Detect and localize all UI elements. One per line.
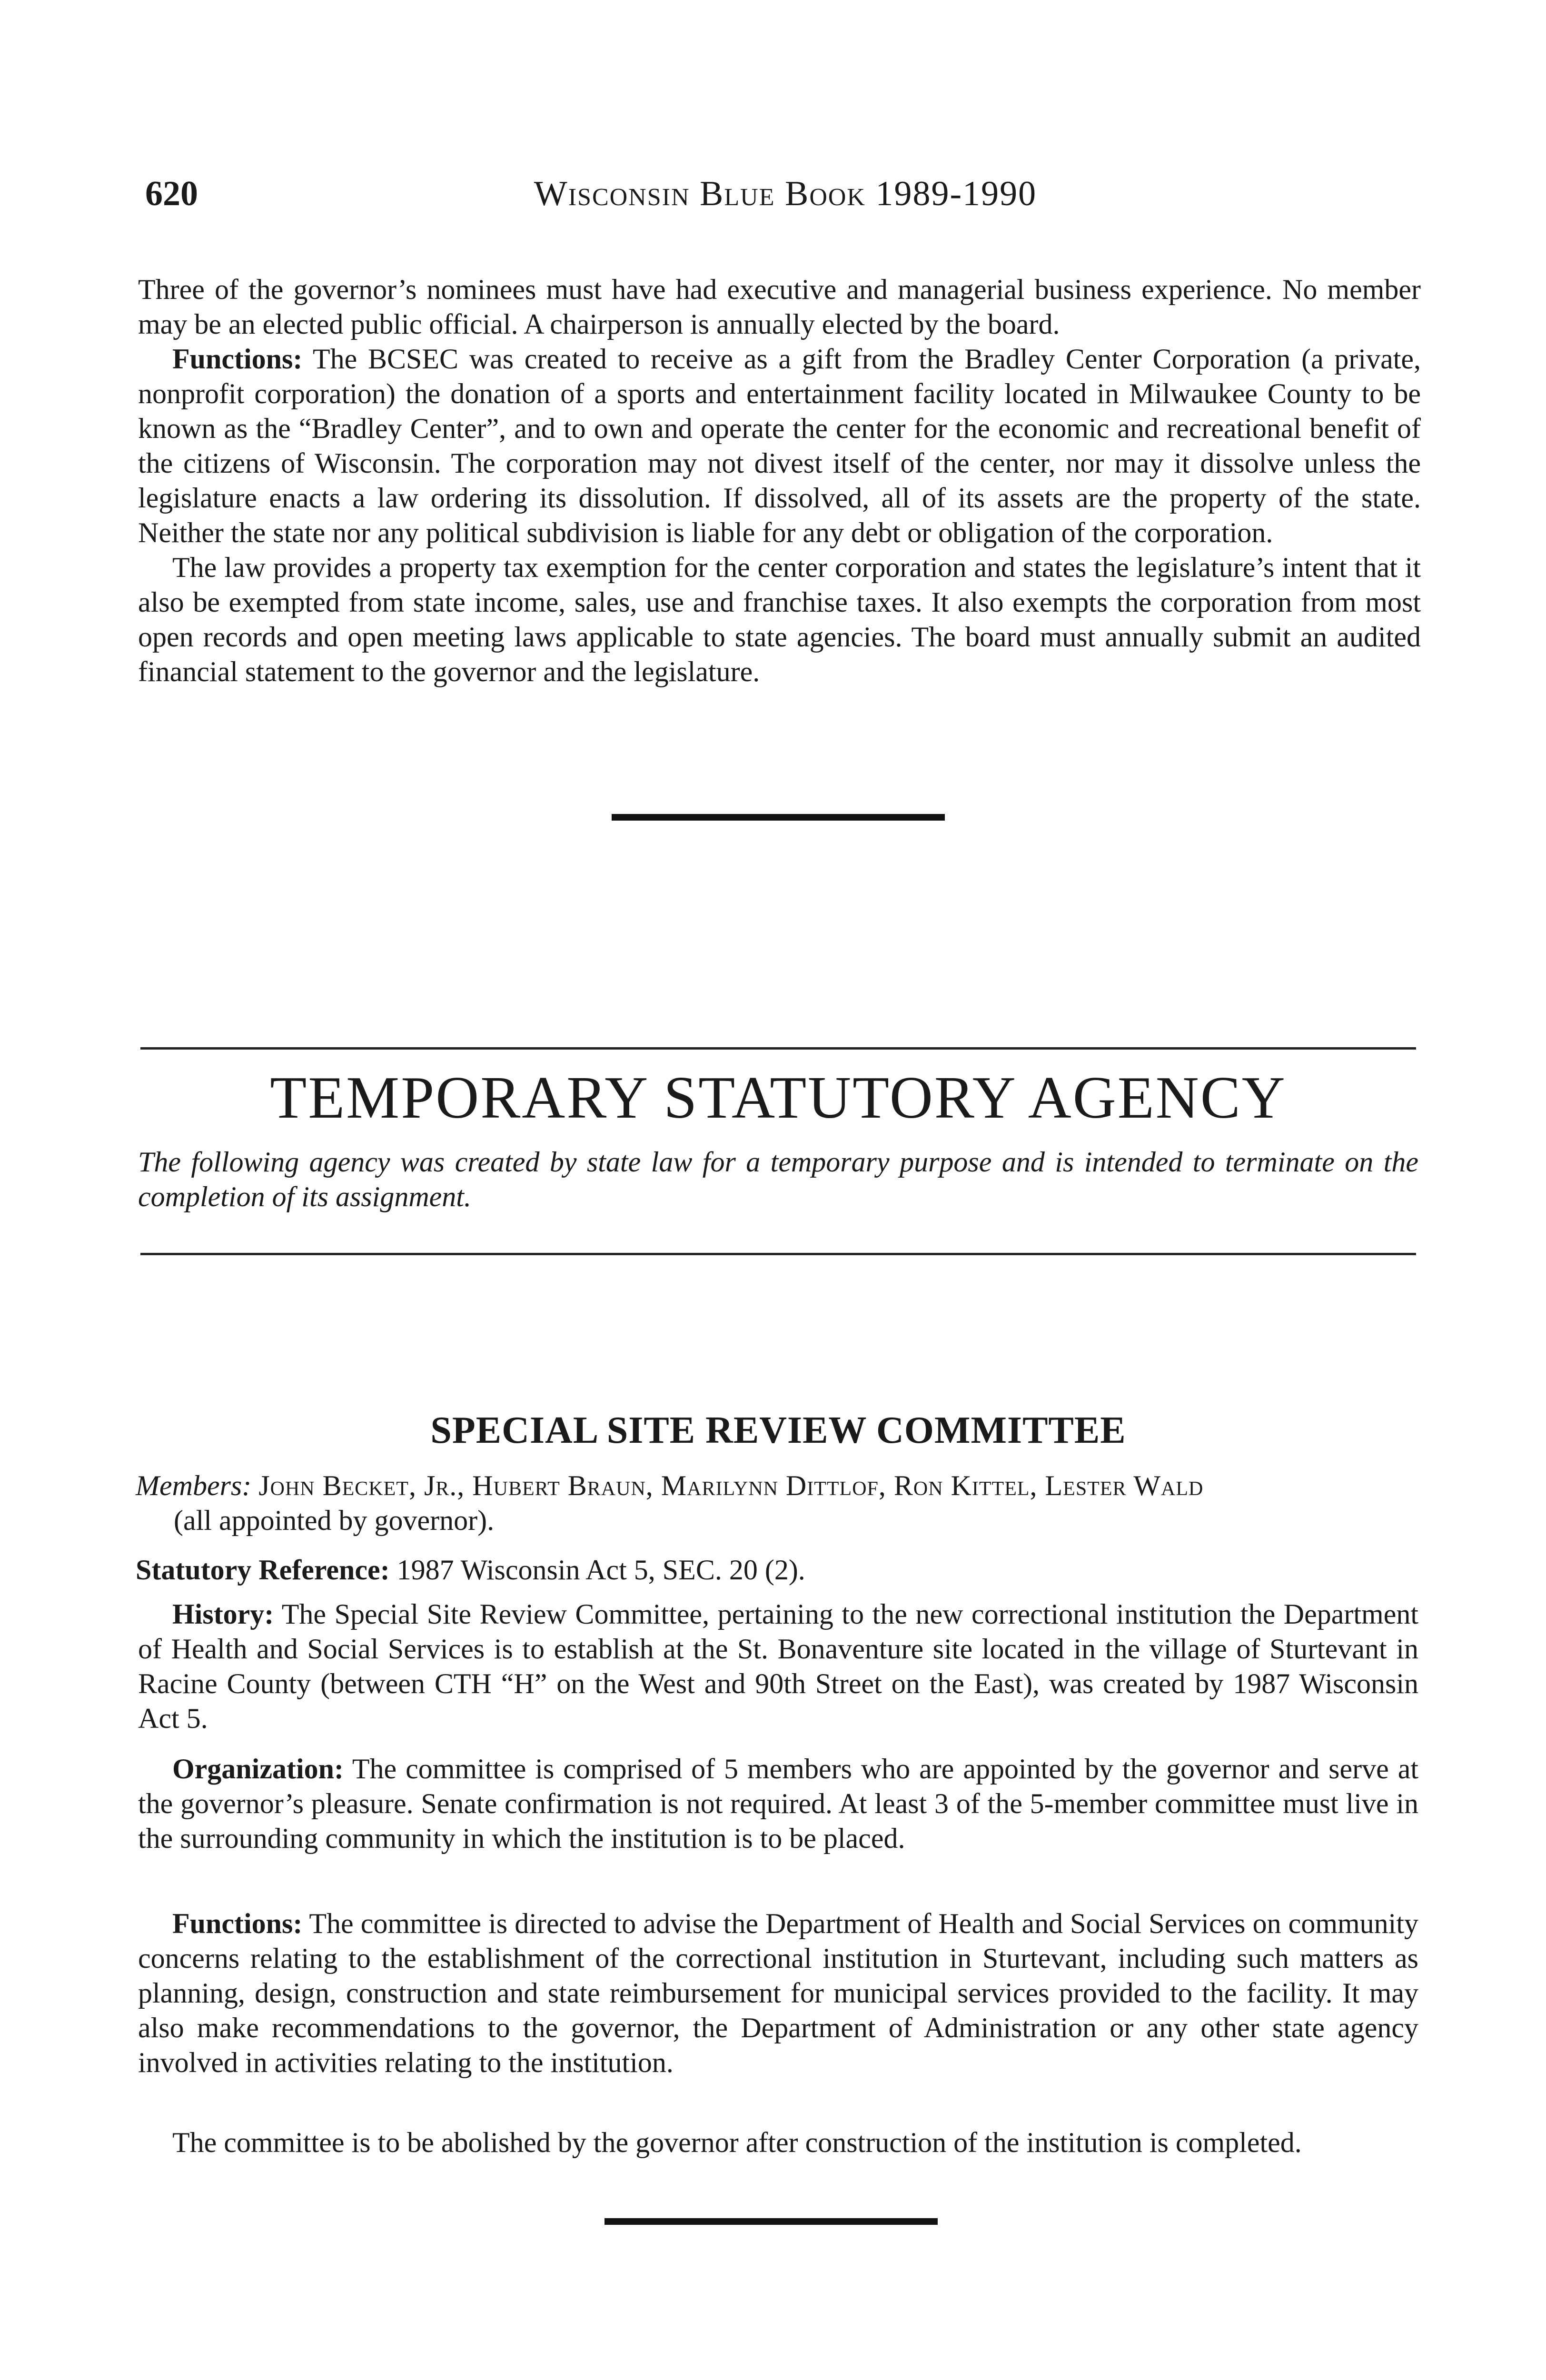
members-note: (all appointed by governor). [174, 1505, 495, 1536]
committee-members [136, 1468, 1421, 1538]
history-label: History: [172, 1598, 274, 1630]
members-label: Members: [136, 1470, 252, 1501]
document-end-rule [605, 2218, 938, 2225]
bcsec-functions-paragraph [138, 342, 1421, 550]
running-head: Wisconsin Blue Book 1989-1990 [534, 174, 1037, 213]
members-line [136, 1468, 1421, 1503]
statutory-reference [136, 1553, 1421, 1587]
organization-label: Organization: [172, 1753, 344, 1785]
committee-title: SPECIAL SITE REVIEW COMMITTEE [430, 1409, 1126, 1451]
page-header [145, 174, 1426, 217]
temporary-agency-title: TEMPORARY STATUTORY AGENCY [270, 1065, 1287, 1131]
page-number: 620 [145, 174, 198, 213]
temporary-agency-note: The following agency was created by state law for a temporary purpose and is intended to terminate on the completion of its assignment. [138, 1146, 1418, 1212]
closing-text: The committee is to be abolished by the governor after construction of the institution is completed. [172, 2127, 1302, 2158]
bcsec-section [138, 272, 1421, 689]
nominees-paragraph: Three of the governor’s nominees must have had executive and managerial business experience. No member may be an elected public official. A chairperson is annually elected by the board. [138, 274, 1421, 340]
agency-top-rule [140, 1047, 1416, 1050]
tax-exemption-paragraph: The law provides a property tax exemption for the center corporation and states the legislature’s intent that it also be exempted from state income, sales, use and franchise taxes. It also exempts the corporation from most open records and open meeting laws applicable to state agencies. The board must annually submit an audited financial statement to the governor and the legislature. [138, 552, 1421, 687]
organization-paragraph [138, 1752, 1418, 1856]
statutory-label: Statutory Reference: [136, 1554, 390, 1586]
agency-bottom-rule [140, 1253, 1416, 1255]
members-names: John Becket, Jr., Hubert Braun, Marilynn Dittlof, Ron Kittel, Lester Wald [258, 1470, 1204, 1501]
bcsec-functions-label: Functions: [172, 343, 303, 375]
section-end-rule [612, 814, 945, 821]
history-paragraph [138, 1597, 1418, 1736]
history-text: The Special Site Review Committee, pertaining to the new correctional institution the Department of Health and Social Services is to establish at the St. Bonaventure site located in the village of Sturtevant in Racine County (between CTH “H” on the West and 90th Street on the East), was created by 1987 Wisconsin Act 5. [138, 1598, 1418, 1734]
organization-text: The committee is comprised of 5 members who are appointed by the governor and serve at the governor’s pleasure. Senate confirmation is not required. At least 3 of the 5-member committee must live in the surrounding community in which the institution is to be placed. [138, 1753, 1419, 1854]
committee-functions-text: The committee is directed to advise the Department of Health and Social Services on community concerns relating to the establishment of the correctional institution in Sturtevant, including such matters as planning, design, construction and state reimbursement for municipal services provided to the facility. It may also make recommendations to the governor, the Department of Administration or any other state agency involved in activities relating to the institution. [138, 1908, 1418, 2078]
closing-paragraph [138, 2125, 1418, 2160]
committee-functions-label: Functions: [172, 1908, 303, 1939]
bcsec-functions-text: The BCSEC was created to receive as a gift from the Bradley Center Corporation (a private, nonprofit corporation) the donation of a sports and entertainment facility located in Milwaukee County to be known as the “Bradley Center”, and to own and operate the center for the economic and recreational benefit of the citizens of Wisconsin. The corporation may not divest itself of the center, nor may it dissolve unless the legislature enacts a law ordering its dissolution. If dissolved, all of its assets are the property of the state. Neither the state nor any political subdivision is liable for any debt or obligation of the corporation. [138, 343, 1421, 548]
committee-functions-paragraph [138, 1906, 1418, 2080]
statutory-text: 1987 Wisconsin Act 5, SEC. 20 (2). [396, 1554, 805, 1586]
